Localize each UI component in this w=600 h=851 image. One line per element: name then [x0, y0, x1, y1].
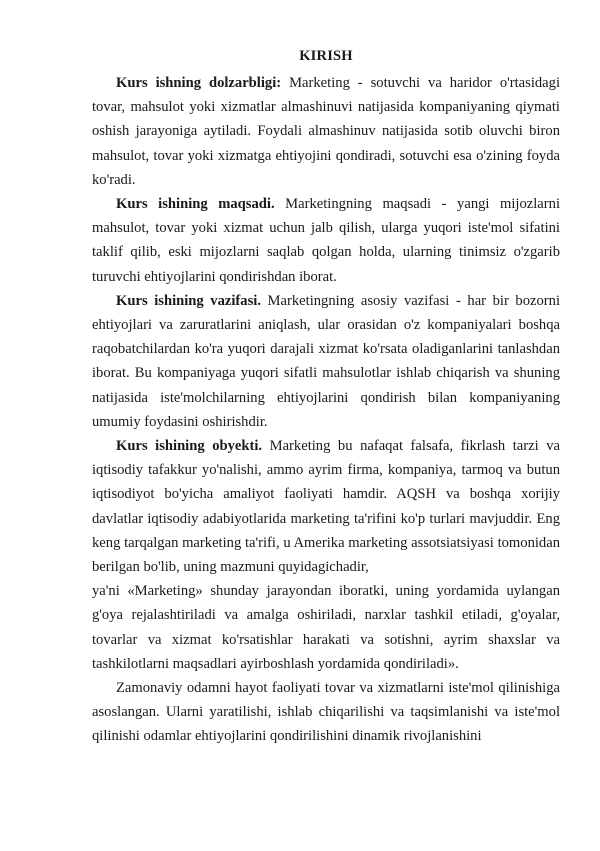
paragraph-task: [92, 289, 560, 434]
paragraph-lead: Kurs ishining maqsadi.: [116, 196, 275, 213]
paragraph-body: Marketing bu nafaqat falsafa, fikrlash tarzi va iqtisodiy tafakkur yo'nalishi, ammo ayrim firma, kompaniya, tarmoq va butun iqtisodiyot bo'yicha amaliyot faoliyati hamdir. AQSH va boshqa xorijiy davlatlar iqtisodiy adabiyotlarida marketing ta'rifini ko'p turlari mavjuddir. Eng keng tarqalgan marketing ta'rifi, u Amerika marketing assotsiatsiyasi tomonidan berilgan bo'lib, uning mazmuni quyidagichadir,: [92, 438, 560, 576]
paragraph-body: Zamonaviy odamni hayot faoliyati tovar va xizmatlarni iste'mol qilinishiga asoslangan. Ularni yaratilishi, ishlab chiqarilishi va taqsimlanishi va iste'mol qilinishi odamlar ehtiyojlarini qondirilishini dinamik rivojlanishini: [92, 680, 560, 745]
paragraph-body: ya'ni «Marketing» shunday jarayondan iboratki, uning yordamida uylangan g'oya rejalashtiriladi va amalga oshiriladi, narxlar tashkil etiladi, g'oyalar, tovarlar va xizmat ko'rsatishlar harakati va sotishni, ayrim shaxslar va tashkilotlarni maqsadlari ayirboshlash yordamida qondiriladi».: [92, 583, 560, 672]
paragraph-goal: [92, 192, 560, 289]
paragraph-definition: [92, 579, 560, 676]
paragraph-lead: Kurs ishning dolzarbligi:: [116, 75, 282, 91]
paragraph-lead: Kurs ishining vazifasi.: [116, 292, 261, 309]
paragraph-lead: Kurs ishining obyekti.: [116, 438, 263, 455]
paragraph-body: Marketing - sotuvchi va haridor o'rtasidagi tovar, mahsulot yoki xizmatlar almashinuvi natijasida kompaniyaning qiymati oshish jarayoniga aytiladi. Foydali almashinuv natijasida sotib oluvchi biron mahsulot, tovar yoki xizmatga ehtiyojini qondiradi, sotuvchi esa o'zining foyda ko'radi.: [92, 75, 561, 188]
page-title: KIRISH: [299, 48, 353, 64]
paragraph-body: Marketingning maqsadi - yangi mijozlarni mahsulot, tovar yoki xizmat uchun jalb qilish, ularga yuqori iste'mol sifatini taklif qilib, eski mijozlarni saqlab qolgan holda, ularning tinimsiz o'zgarib turuvchi ehtiyojlarini qondirishdan iborat.: [92, 196, 560, 285]
paragraph-relevance: [92, 71, 560, 192]
paragraph-object: [92, 434, 560, 579]
paragraph-body: Marketingning asosiy vazifasi - har bir bozorni ehtiyojlari va zaruratlarini aniqlash, ular orasidan o'z kompaniyalari boshqa raqobatchilardan ko'ra yuqori darajali xizmat ko'rsata oladiganlarini tanlashdan iborat. Bu kompaniyaga yuqori sifatli mahsulotlar ishlab chiqarish va shuning natijasida iste'molchilarning ehtiyojlarini qondirish bilan kompaniyaning umumiy foydasini oshirishdir.: [92, 292, 561, 430]
paragraph-modern: [92, 676, 560, 749]
